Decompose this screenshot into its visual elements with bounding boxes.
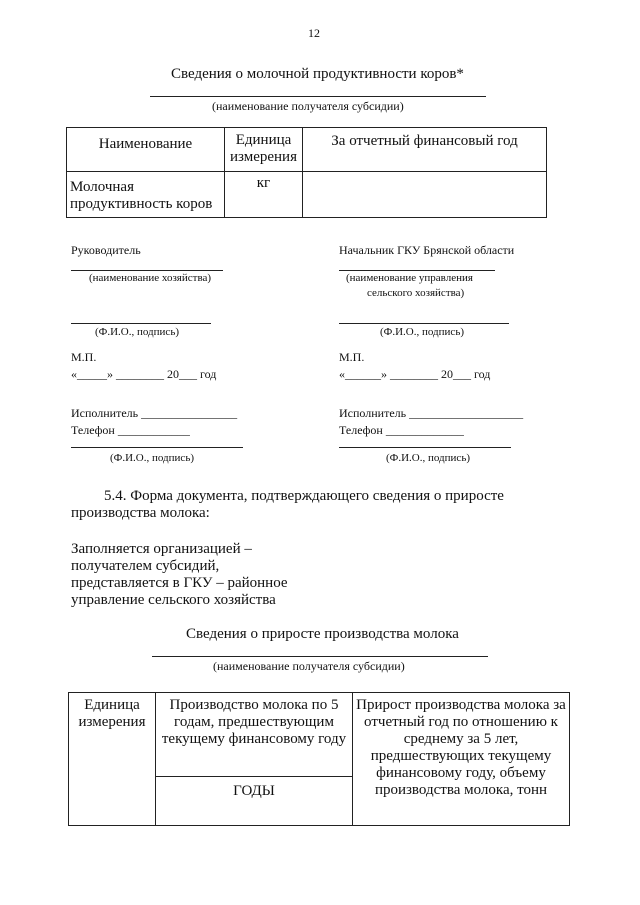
left-date: «_____» ________ 20___ год [71,367,217,381]
header-name: Наименование [67,128,225,172]
right-head: Начальник ГКУ Брянской области [339,243,515,257]
col-production: Производство молока по 5 годам, предшествующим текущему финансовому году [156,693,353,777]
left-executor: Исполнитель ________________ [71,406,238,420]
right-executor: Исполнитель ___________________ [339,406,524,420]
col-unit: Единица измерения [69,693,156,826]
right-dept-line [339,270,495,271]
section2-paragraph-line2: производства молока: [71,505,210,521]
productivity-table [66,127,547,218]
cell-value[interactable] [303,172,547,218]
right-fio-caption: (Ф.И.О., подпись) [380,326,464,338]
section1-title: Сведения о молочной продуктивности коров* [171,66,464,82]
left-farm-caption: (наименование хозяйства) [89,272,212,284]
page-number: 12 [308,26,320,40]
right-dept-caption-1: (наименование управления [346,272,473,284]
left-fio-caption: (Ф.И.О., подпись) [95,326,179,338]
growth-table [68,692,570,826]
recipient-line-2 [152,656,488,657]
right-fio2-line [339,447,511,448]
col-growth: Прирост производства молока за отчетный год по отношению к среднему за 5 лет, предшествующих текущему финансовому году, объему производства молока, тонн [353,693,570,826]
left-stamp: М.П. [71,350,97,364]
note-line: получателем субсидий, [71,558,220,574]
note-line: представляется в ГКУ – районное [71,575,288,591]
right-fio-caption2: (Ф.И.О., подпись) [386,452,470,464]
left-phone: Телефон ____________ [71,423,190,437]
header-period: За отчетный финансовый год [303,128,547,172]
right-dept-caption-2: сельского хозяйства) [367,287,465,299]
recipient-line [150,96,486,97]
left-fio-caption2: (Ф.И.О., подпись) [110,452,194,464]
left-fio2-line [71,447,243,448]
recipient-caption: (наименование получателя субсидии) [212,99,404,113]
header-unit: Единица измерения [225,128,303,172]
col-production-years: ГОДЫ [156,777,353,826]
left-fio-line [71,323,211,324]
section2-paragraph-line1: 5.4. Форма документа, подтверждающего сведения о приросте [104,488,504,504]
right-phone: Телефон _____________ [339,423,464,437]
note-line: Заполняется организацией – [71,541,252,557]
recipient-caption-2: (наименование получателя субсидии) [213,659,405,673]
cell-unit: кг [225,172,303,218]
cell-indicator: Молочная продуктивность коров [67,172,225,218]
right-stamp: М.П. [339,350,365,364]
note-line: управление сельского хозяйства [71,592,276,608]
left-head: Руководитель [71,243,141,257]
left-farm-line [71,270,223,271]
right-fio-line [339,323,509,324]
section2-title: Сведения о приросте производства молока [186,626,459,642]
right-date: «______» ________ 20___ год [339,367,491,381]
